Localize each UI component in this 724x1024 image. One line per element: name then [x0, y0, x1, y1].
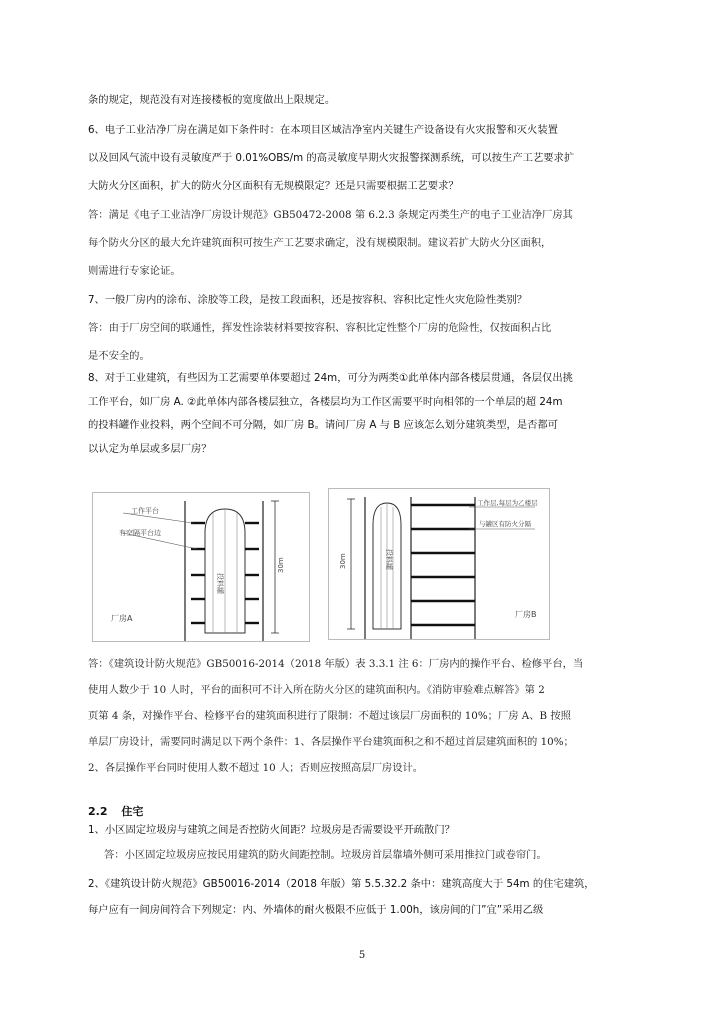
- answer-8: 答：《建筑设计防火规范》GB50016-2014（2018 年版）表 3.3.1 注 6：厂房内的操作平台、检修平台，当: [88, 658, 584, 670]
- answer-7-cont: 是不安全的。: [88, 350, 150, 362]
- answer-8-cont: 使用人数少于 10 人时，平台的面积可不计入所在防火分区的建筑面积内。《消防审验难点解答》第 2: [88, 684, 545, 696]
- label-height: 30m: [339, 553, 347, 569]
- label-platform: 工作层,每层为乙楼层: [477, 499, 538, 507]
- question-8-cont: 的投料罐作业投料，两个空间不可分隔，如厂房 B。请问厂房 A 与 B 应该怎么划分建筑类型，是否都可: [88, 419, 559, 431]
- residential-question-2-cont: 每户应有一间房间符合下列规定：内、外墙体的耐火极限不应低于 1.00h，该房间的门”宜”采用乙级: [88, 904, 544, 916]
- question-6: 6、电子工业洁净厂房在满足如下条件时：在本项目区域洁净室内关键生产设备设有火灾报警和灭火装置: [88, 124, 558, 136]
- question-6-cont: 大防火分区面积，扩大的防火分区面积有无规模限定？还是只需要根据工艺要求？: [88, 180, 459, 192]
- question-6-cont: 以及回风气流中设有灵敏度严于 0.01%OBS/m 的高灵敏度早期火灾报警探测系统，可以按生产工艺要求扩: [88, 152, 575, 164]
- answer-6: 答：满足《电子工业洁净厂房设计规范》GB50472-2008 第 6.2.3 条规定丙类生产的电子工业洁净厂房其: [88, 209, 573, 221]
- answer-8-cont: 单层厂房设计，需要同时满足以下两个条件：1、各层操作平台建筑面积之和不超过首层建筑面积的 10%；: [88, 736, 574, 748]
- paragraph: 条的规定，规范没有对连接楼板的宽度做出上限规定。: [88, 94, 336, 106]
- page-number: 5: [358, 950, 366, 961]
- label-separate: 与罐区有防火分隔: [479, 520, 531, 528]
- question-8: 8、对于工业建筑，有些因为工艺需要单体要超过 24m，可分为两类①此单体内部各楼层贯通，各层仅出挑: [88, 372, 573, 384]
- caption-factory-a: 厂房A: [111, 614, 133, 623]
- question-8-cont: 工作平台，如厂房 A. ②此单体内部各楼层独立，各楼层均为工作区需要平时向相邻的一个单层的超 24m: [88, 396, 563, 408]
- label-tank: 投料罐: [385, 549, 393, 570]
- label-platform: 工作平台: [131, 507, 159, 515]
- question-7: 7、一般厂房内的涂布、涂胶等工段，是按工段面积，还是按容积、容积比定性火灾危险性类别？: [88, 294, 528, 306]
- answer-8-cont: 页第 4 条，对操作平台、检修平台的建筑面积进行了限制：不超过该层厂房面积的 10%；厂房 A、B 按照: [88, 710, 571, 722]
- figure-factory-b: [328, 488, 550, 640]
- label-edge: 有空隔平台边: [119, 529, 161, 537]
- residential-question-1: 1、小区固定垃圾房与建筑之间是否控防火间距？垃圾房是否需要设平开疏散门？: [88, 824, 455, 836]
- figure-factory-a: [92, 492, 310, 642]
- answer-6-cont: 每个防火分区的最大允许建筑面积可按生产工艺要求确定，没有规模限制。建议若扩大防火分区面积，: [88, 237, 552, 249]
- answer-8-cont: 2、各层操作平台同时使用人数不超过 10 人；否则应按照高层厂房设计。: [88, 762, 424, 774]
- question-8-cont: 以认定为单层或多层厂房？: [88, 443, 212, 455]
- section-title: 住宅: [121, 805, 144, 818]
- label-height: 30m: [277, 557, 285, 573]
- residential-answer-1: 答：小区固定垃圾房应按民用建筑的防火间距控制。垃圾房首层靠墙外侧可采用推拉门或卷帘门。: [104, 849, 547, 861]
- answer-7: 答：由于厂房空间的联通性，挥发性涂装材料要按容积、容积比定性整个厂房的危险性，仅按面积占比: [88, 322, 552, 334]
- label-tank: 投料罐: [216, 573, 224, 594]
- residential-question-2: 2、《建筑设计防火规范》GB50016-2014（2018 年版）第 5.5.32.2 条中：建筑高度大于 54m 的住宅建筑，: [88, 878, 595, 890]
- section-number: 2.2: [88, 805, 108, 818]
- section-heading: [88, 803, 143, 819]
- caption-factory-b: 厂房B: [515, 610, 537, 619]
- answer-6-cont: 则需进行专家论证。: [88, 265, 181, 277]
